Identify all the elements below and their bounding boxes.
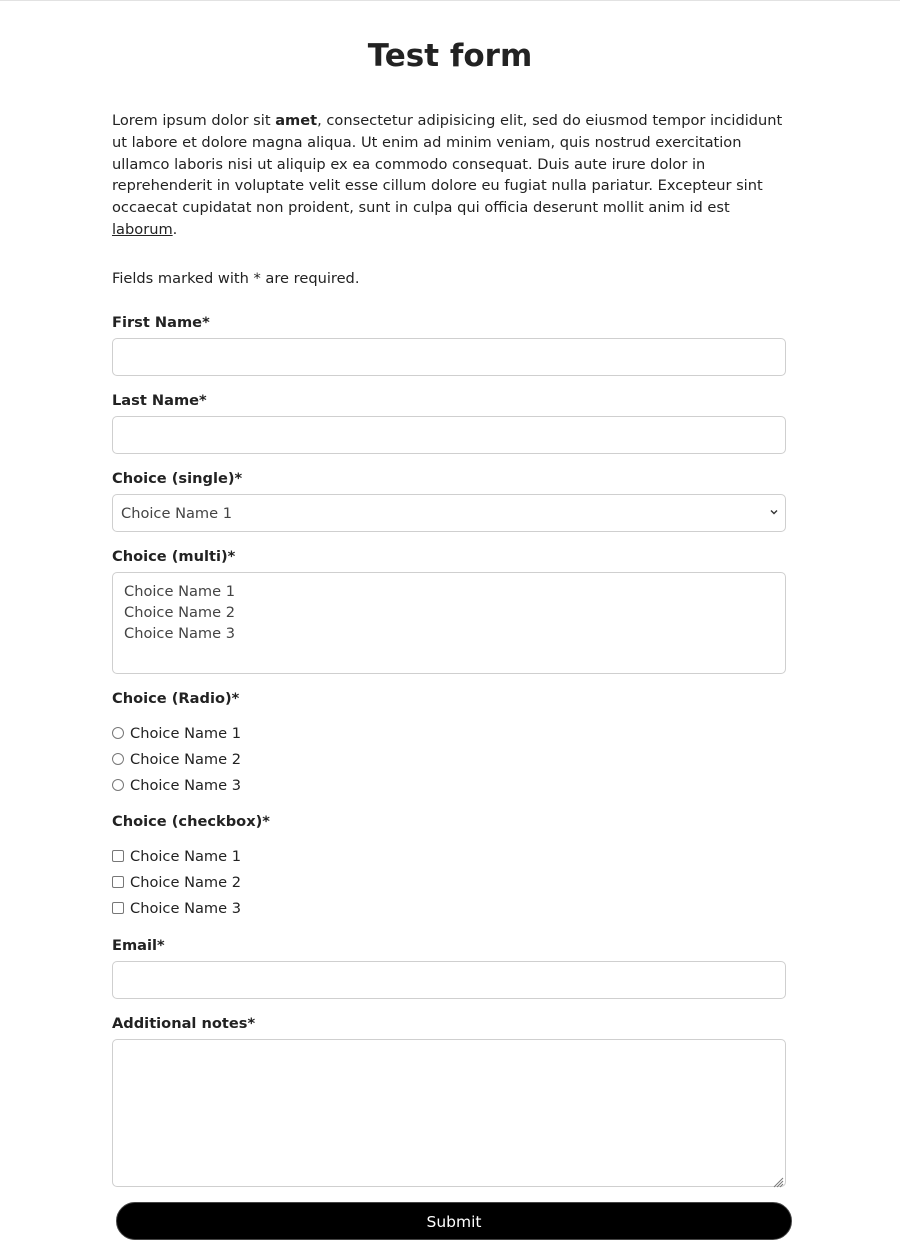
resize-handle-icon[interactable] [772,1173,784,1185]
radio-option-label: Choice Name 1 [130,725,242,742]
last-name-input[interactable] [112,416,786,454]
multi-option-3[interactable]: Choice Name 3 [124,625,236,642]
radio-option-label: Choice Name 2 [130,751,242,768]
email-label: Email* [112,937,165,954]
first-name-input[interactable] [112,338,786,376]
notes-textarea[interactable] [112,1039,786,1187]
radio-option-label: Choice Name 3 [130,777,242,794]
checkbox[interactable] [112,876,124,888]
checkbox-option-label: Choice Name 2 [130,874,242,891]
radio-button[interactable] [112,727,124,739]
page-title: Test form [367,38,533,74]
chevron-down-icon [769,504,779,524]
required-fields-note: Fields marked with * are required. [112,270,360,287]
choice-single-select[interactable] [112,494,786,532]
choice-multi-label: Choice (multi)* [112,548,236,565]
notes-label: Additional notes* [112,1015,256,1032]
choice-radio-label: Choice (Radio)* [112,690,240,707]
checkbox[interactable] [112,902,124,914]
top-divider [0,0,900,1]
intro-bold-word: amet [275,112,318,129]
intro-link[interactable]: laborum [112,220,173,238]
first-name-label: First Name* [112,314,210,331]
multi-option-2[interactable]: Choice Name 2 [124,604,236,621]
choice-multi-listbox[interactable] [112,572,786,674]
intro-text: , consectetur adipisicing elit, sed do eiusmod tempor incididunt ut labore et dolore magna aliqua. Ut enim ad minim veniam, quis nostrud exercitation ullamco laboris nisi ut aliquip ex ea commodo consequat. Duis aute irure dolor in reprehenderit in voluptate velit esse cillum dolore eu fugiat nulla pariatur. Excepteur sint occaecat cupidatat non proident, sunt in culpa qui officia deserunt mollit anim id est [112,112,783,217]
intro-text: . [172,220,178,238]
intro-paragraph [112,110,792,241]
choice-single-label: Choice (single)* [112,470,243,487]
radio-button[interactable] [112,753,124,765]
checkbox-option-label: Choice Name 3 [130,900,242,917]
multi-option-1[interactable]: Choice Name 1 [124,583,236,600]
email-input[interactable] [112,961,786,999]
intro-text: Lorem ipsum dolor sit [112,112,276,129]
submit-button[interactable]: Submit [116,1202,792,1240]
last-name-label: Last Name* [112,392,207,409]
choice-checkbox-label: Choice (checkbox)* [112,813,270,830]
radio-button[interactable] [112,779,124,791]
checkbox[interactable] [112,850,124,862]
choice-single-selected-value: Choice Name 1 [121,505,233,522]
checkbox-option-label: Choice Name 1 [130,848,242,865]
